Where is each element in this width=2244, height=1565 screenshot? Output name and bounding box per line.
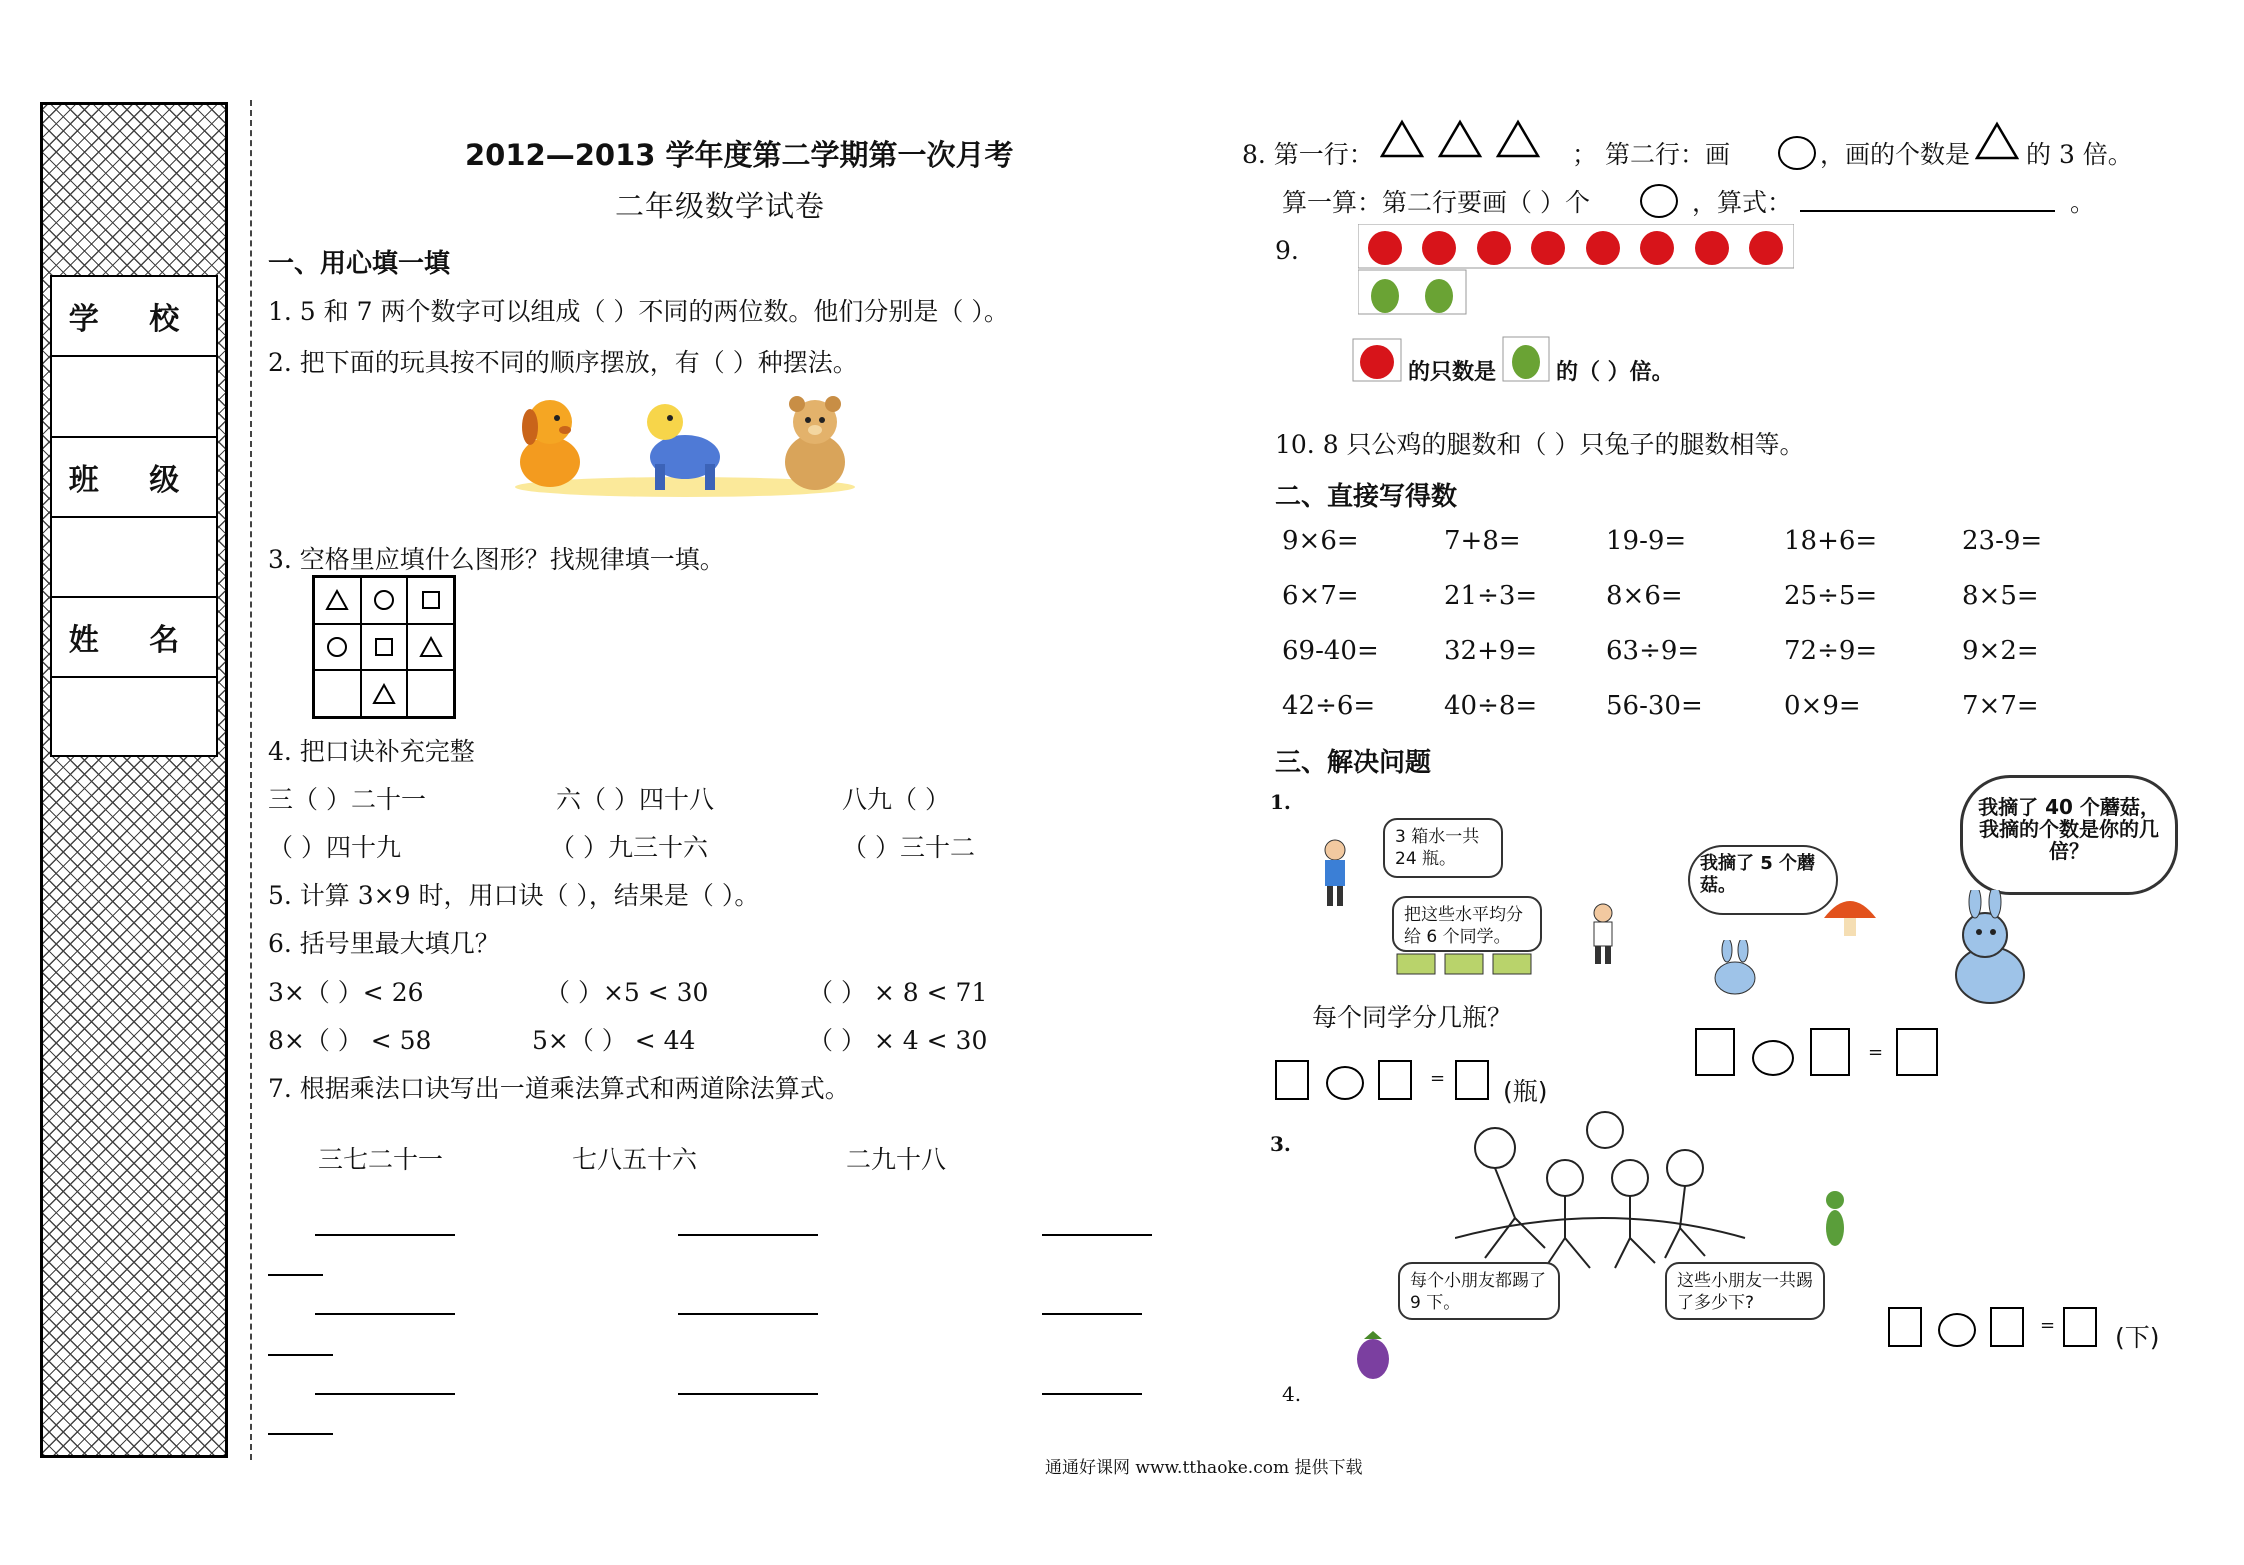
q4-item: 六（ ）四十八 — [556, 785, 714, 814]
cut-line — [250, 100, 252, 1460]
unit-label: (瓶) — [1503, 1077, 1548, 1106]
speech-bubble: 每个小朋友都踢了 9 下。 — [1398, 1262, 1560, 1320]
section3-heading: 三、解决问题 — [1275, 748, 1432, 778]
school-label: 学 校 — [52, 277, 216, 357]
q6-item: （ ） × 4 < 30 — [808, 1026, 988, 1055]
water-boxes-icon — [1395, 950, 1535, 976]
calc-item: 72÷9= — [1784, 636, 1878, 666]
question-8-line1-a: 8. 第一行： — [1242, 140, 1374, 169]
problem-3-number: 3. — [1270, 1132, 1291, 1156]
answer-line[interactable] — [1042, 1313, 1142, 1315]
calc-item: 18+6= — [1784, 526, 1878, 556]
equals-sign: = — [2040, 1315, 2056, 1336]
answer-line[interactable] — [315, 1234, 455, 1236]
question-9-text-a: 的只数是 — [1408, 359, 1497, 385]
q4-item: 八九（ ） — [842, 785, 950, 814]
blank-cell[interactable] — [314, 670, 361, 717]
triangle-icon — [361, 670, 408, 717]
blank-cell[interactable] — [407, 670, 454, 717]
question-10: 10. 8 只公鸡的腿数和（ ）只兔子的腿数相等。 — [1275, 430, 1805, 459]
answer-box[interactable] — [1275, 1060, 1309, 1100]
answer-line[interactable] — [268, 1354, 333, 1356]
section1-heading: 一、用心填一填 — [268, 249, 451, 279]
answer-box[interactable] — [2063, 1307, 2097, 1347]
pattern-grid — [312, 575, 456, 719]
answer-line[interactable] — [678, 1234, 818, 1236]
pear-icon — [1502, 336, 1550, 382]
calc-item: 8×5= — [1962, 581, 2039, 611]
calc-item: 40÷8= — [1444, 691, 1538, 721]
toy-horse-icon — [647, 404, 720, 490]
calc-item: 69-40= — [1282, 636, 1379, 666]
question-2: 2. 把下面的玩具按不同的顺序摆放，有（ ）种摆法。 — [268, 348, 858, 377]
calc-item: 21÷3= — [1444, 581, 1538, 611]
answer-box[interactable] — [1455, 1060, 1489, 1100]
thought-bubble: 我摘了 40 个蘑菇，我摘的个数是你的几倍？ — [1960, 775, 2178, 895]
girl-figure-icon — [1315, 838, 1355, 908]
answer-box[interactable] — [1896, 1028, 1938, 1076]
toy-dog-icon — [520, 400, 580, 487]
name-field[interactable] — [52, 678, 216, 755]
answer-line[interactable] — [1042, 1234, 1152, 1236]
q6-item: 3×（ ）< 26 — [268, 978, 424, 1007]
exam-subtitle: 二年级数学试卷 — [615, 189, 826, 223]
q7-item: 七八五十六 — [572, 1145, 698, 1174]
calc-item: 9×6= — [1282, 526, 1359, 556]
answer-box[interactable] — [1378, 1060, 1412, 1100]
question-8-line1-d: 的 3 倍。 — [2026, 140, 2133, 169]
eggplant-icon — [1350, 1325, 1396, 1385]
speech-bubble: 3 箱水一共 24 瓶。 — [1383, 818, 1503, 878]
operator-circle[interactable] — [1752, 1040, 1794, 1076]
kids-kicking-shuttlecock-image — [1455, 1108, 1755, 1278]
answer-line[interactable] — [268, 1274, 323, 1276]
question-8-line2-c: 。 — [2070, 188, 2096, 217]
question-9: 9. — [1275, 236, 1299, 265]
q6-item: 5×（ ） < 44 — [532, 1026, 696, 1055]
q7-item: 三七二十一 — [318, 1145, 444, 1174]
class-label: 班 级 — [52, 438, 216, 518]
section2-heading: 二、直接写得数 — [1275, 482, 1458, 512]
speech-bubble: 把这些水平均分给 6 个同学。 — [1392, 896, 1542, 952]
q4-item: （ ）三十二 — [842, 833, 975, 862]
calc-item: 42÷6= — [1282, 691, 1376, 721]
apple-icon — [1352, 338, 1402, 382]
q6-item: 8×（ ） < 58 — [268, 1026, 432, 1055]
circle-icon — [314, 624, 361, 671]
calc-item: 56-30= — [1606, 691, 1703, 721]
answer-line[interactable] — [268, 1433, 333, 1435]
question-3: 3. 空格里应填什么图形？找规律填一填。 — [268, 545, 725, 574]
question-5: 5. 计算 3×9 时，用口诀（ ），结果是（ ）。 — [268, 881, 760, 910]
circle-icon — [1778, 136, 1816, 170]
problem-1-question: 每个同学分几瓶？ — [1312, 1003, 1513, 1032]
student-info-box — [50, 275, 218, 757]
apples-pears-image — [1358, 224, 1794, 316]
q4-item: （ ）九三十六 — [550, 833, 708, 862]
answer-box[interactable] — [1695, 1028, 1735, 1076]
answer-line[interactable] — [678, 1393, 818, 1395]
question-1: 1. 5 和 7 两个数字可以组成（ ）不同的两位数。他们分别是（ ）。 — [268, 297, 1009, 326]
q6-item: （ ） × 8 < 71 — [808, 978, 988, 1007]
square-icon — [361, 624, 408, 671]
toys-image — [505, 392, 865, 502]
toy-bear-icon — [785, 396, 845, 490]
answer-line[interactable] — [315, 1393, 455, 1395]
speech-bubble: 这些小朋友一共踢了多少下? — [1665, 1262, 1825, 1320]
answer-line[interactable] — [1800, 210, 2055, 212]
question-8-line2: 算一算：第二行要画（ ）个 — [1282, 188, 1590, 217]
calc-item: 0×9= — [1784, 691, 1861, 721]
circle-icon — [1640, 184, 1678, 218]
q6-item: （ ）×5 < 30 — [545, 978, 709, 1007]
answer-box[interactable] — [1810, 1028, 1850, 1076]
question-4: 4. 把口诀补充完整 — [268, 737, 475, 766]
calc-item: 19-9= — [1606, 526, 1687, 556]
school-field[interactable] — [52, 357, 216, 438]
mushroom-icon — [1820, 890, 1880, 940]
answer-box[interactable] — [1990, 1307, 2024, 1347]
rabbit-large-icon — [1935, 890, 2045, 1010]
calc-item: 8×6= — [1606, 581, 1683, 611]
question-7: 7. 根据乘法口诀写出一道乘法算式和两道除法算式。 — [268, 1074, 850, 1103]
problem-1-number: 1. — [1270, 790, 1291, 814]
grasshopper-icon — [1815, 1188, 1855, 1258]
calc-item: 6×7= — [1282, 581, 1359, 611]
calc-item: 32+9= — [1444, 636, 1538, 666]
q4-item: 三（ ）二十一 — [268, 785, 426, 814]
question-8-line1-b: ； 第二行：画 — [1572, 140, 1730, 169]
q7-item: 二九十八 — [846, 1145, 947, 1174]
operator-circle[interactable] — [1326, 1066, 1364, 1100]
answer-line[interactable] — [315, 1313, 455, 1315]
calc-item: 63÷9= — [1606, 636, 1700, 666]
square-icon — [407, 577, 454, 624]
exam-title: 2012—2013 学年度第二学期第一次月考 — [465, 138, 1014, 172]
question-6: 6. 括号里最大填几？ — [268, 929, 500, 958]
speech-bubble: 我摘了 5 个蘑菇。 — [1688, 845, 1838, 915]
operator-circle[interactable] — [1938, 1313, 1976, 1347]
question-9-text-b: 的（ ）倍。 — [1556, 359, 1674, 385]
q4-item: （ ）四十九 — [268, 833, 401, 862]
calc-item: 7+8= — [1444, 526, 1521, 556]
problem-4-number: 4. — [1282, 1382, 1302, 1406]
unit-label: (下) — [2115, 1323, 2160, 1352]
calc-item: 23-9= — [1962, 526, 2043, 556]
answer-line[interactable] — [1042, 1393, 1142, 1395]
equals-sign: = — [1430, 1068, 1446, 1089]
triangle-icon — [314, 577, 361, 624]
circle-icon — [361, 577, 408, 624]
footer-text: 通通好课网 www.tthaoke.com 提供下载 — [1045, 1458, 1363, 1478]
triangle-icon — [407, 624, 454, 671]
answer-line[interactable] — [678, 1313, 818, 1315]
class-field[interactable] — [52, 518, 216, 598]
rabbit-small-icon — [1705, 940, 1765, 996]
calc-item: 9×2= — [1962, 636, 2039, 666]
triangles-row-icon — [1380, 118, 1555, 160]
question-8-line1-c: ，画的个数是 — [1820, 140, 1971, 169]
question-8-line2-b: ，算式： — [1692, 188, 1793, 217]
calc-item: 7×7= — [1962, 691, 2039, 721]
name-label: 姓 名 — [52, 598, 216, 678]
calc-item: 25÷5= — [1784, 581, 1878, 611]
equals-sign: = — [1868, 1042, 1884, 1063]
triangle-icon — [1975, 120, 2019, 160]
answer-box[interactable] — [1888, 1307, 1922, 1347]
boy-figure-icon — [1585, 902, 1621, 966]
